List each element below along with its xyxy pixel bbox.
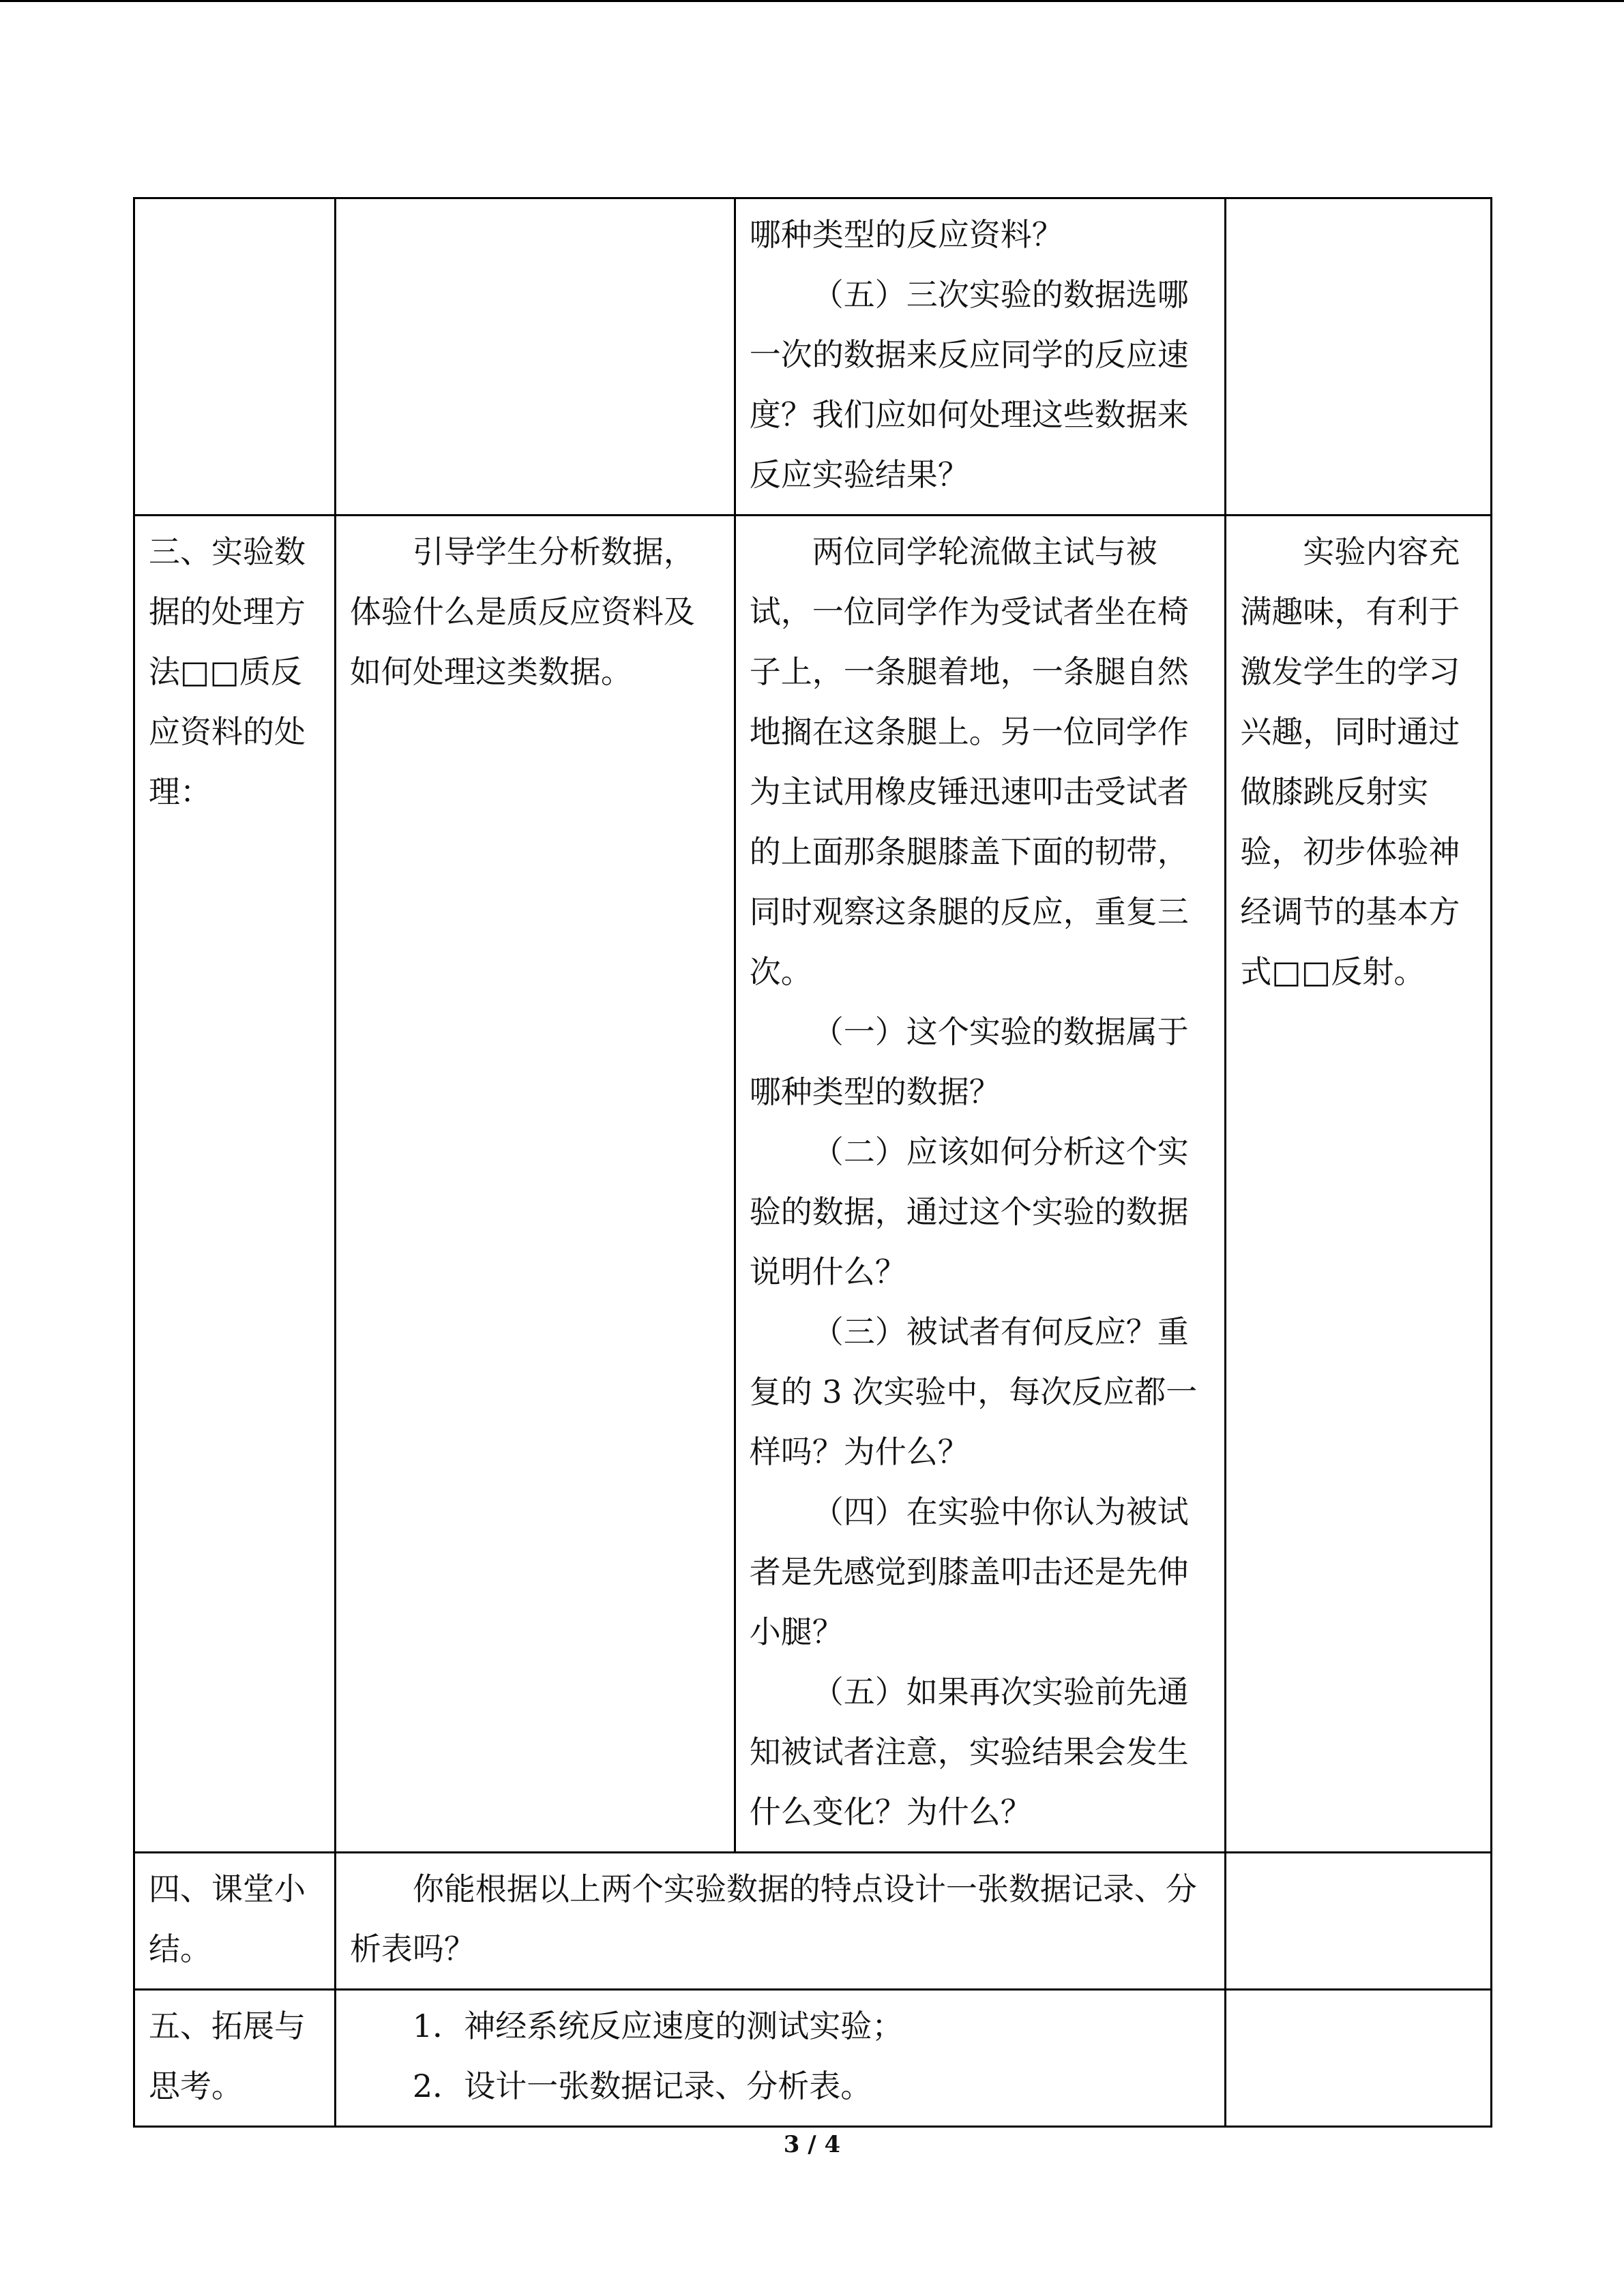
teacher-activity-cell <box>335 198 735 516</box>
table-row <box>134 1853 1492 1990</box>
student-activity-cell <box>735 198 1226 516</box>
step-cell <box>134 1990 336 2127</box>
activity-merged-cell <box>335 1853 1226 1990</box>
table-row <box>134 516 1492 1853</box>
question-paragraph: （三）被试者有何反应？重复的 3 次实验中，每次反应都一样吗？为什么？ <box>749 1313 1198 1470</box>
step-cell <box>134 198 336 516</box>
text-paragraph: 两位同学轮流做主试与被试，一位同学作为受试者坐在椅子上，一条腿着地，一条腿自然地搁在这条腿上。另一位同学作为主试用橡皮锤迅速叩击受试者的上面那条腿膝盖下面的韧带，同时观察这条腿的反应，重复三次。 <box>749 533 1189 990</box>
text-paragraph: （五）三次实验的数据选哪一次的数据来反应同学的反应速度？我们应如何处理这些数据来反应实验结果？ <box>749 276 1189 493</box>
text-paragraph: 你能根据以上两个实验数据的特点设计一张数据记录、分析表吗？ <box>349 1870 1197 1967</box>
design-intent-cell <box>1226 1990 1492 2127</box>
student-activity-cell <box>735 516 1226 1853</box>
question-paragraph: （五）如果再次实验前先通知被试者注意，实验结果会发生什么变化？为什么？ <box>749 1673 1189 1830</box>
teacher-activity-cell <box>335 516 735 1853</box>
step-title: 五、拓展与思考。 <box>149 2008 306 2104</box>
question-paragraph: （四）在实验中你认为被试者是先感觉到膝盖叩击还是先伸小腿？ <box>749 1493 1189 1650</box>
table-row <box>134 1990 1492 2127</box>
design-intent-cell <box>1226 198 1492 516</box>
list-item: 2．设计一张数据记录、分析表。 <box>412 2068 872 2104</box>
step-cell <box>134 516 336 1853</box>
page-number: 3 / 4 <box>783 2131 841 2158</box>
text-paragraph: 实验内容充满趣味，有利于激发学生的学习兴趣，同时通过做膝跳反射实验，初步体验神经调节的基本方式□□反射。 <box>1240 533 1460 990</box>
text-paragraph: 引导学生分析数据，体验什么是质反应资料及如何处理这类数据。 <box>349 533 695 690</box>
question-paragraph: （一）这个实验的数据属于哪种类型的数据？ <box>749 1013 1189 1110</box>
design-intent-cell <box>1226 1853 1492 1990</box>
design-intent-cell <box>1226 516 1492 1853</box>
step-title: 四、课堂小结。 <box>149 1870 306 1967</box>
activity-merged-cell <box>335 1990 1226 2127</box>
lesson-plan-table <box>133 197 1492 2128</box>
page-top-rule <box>0 0 1624 2</box>
text-paragraph: 哪种类型的反应资料？ <box>749 216 1063 253</box>
step-title: 三、实验数据的处理方法□□质反应资料的处理： <box>149 533 306 810</box>
list-item: 1．神经系统反应速度的测试实验； <box>412 2008 904 2044</box>
question-paragraph: （二）应该如何分析这个实验的数据，通过这个实验的数据说明什么？ <box>749 1133 1189 1290</box>
step-cell <box>134 1853 336 1990</box>
table-row <box>134 198 1492 516</box>
